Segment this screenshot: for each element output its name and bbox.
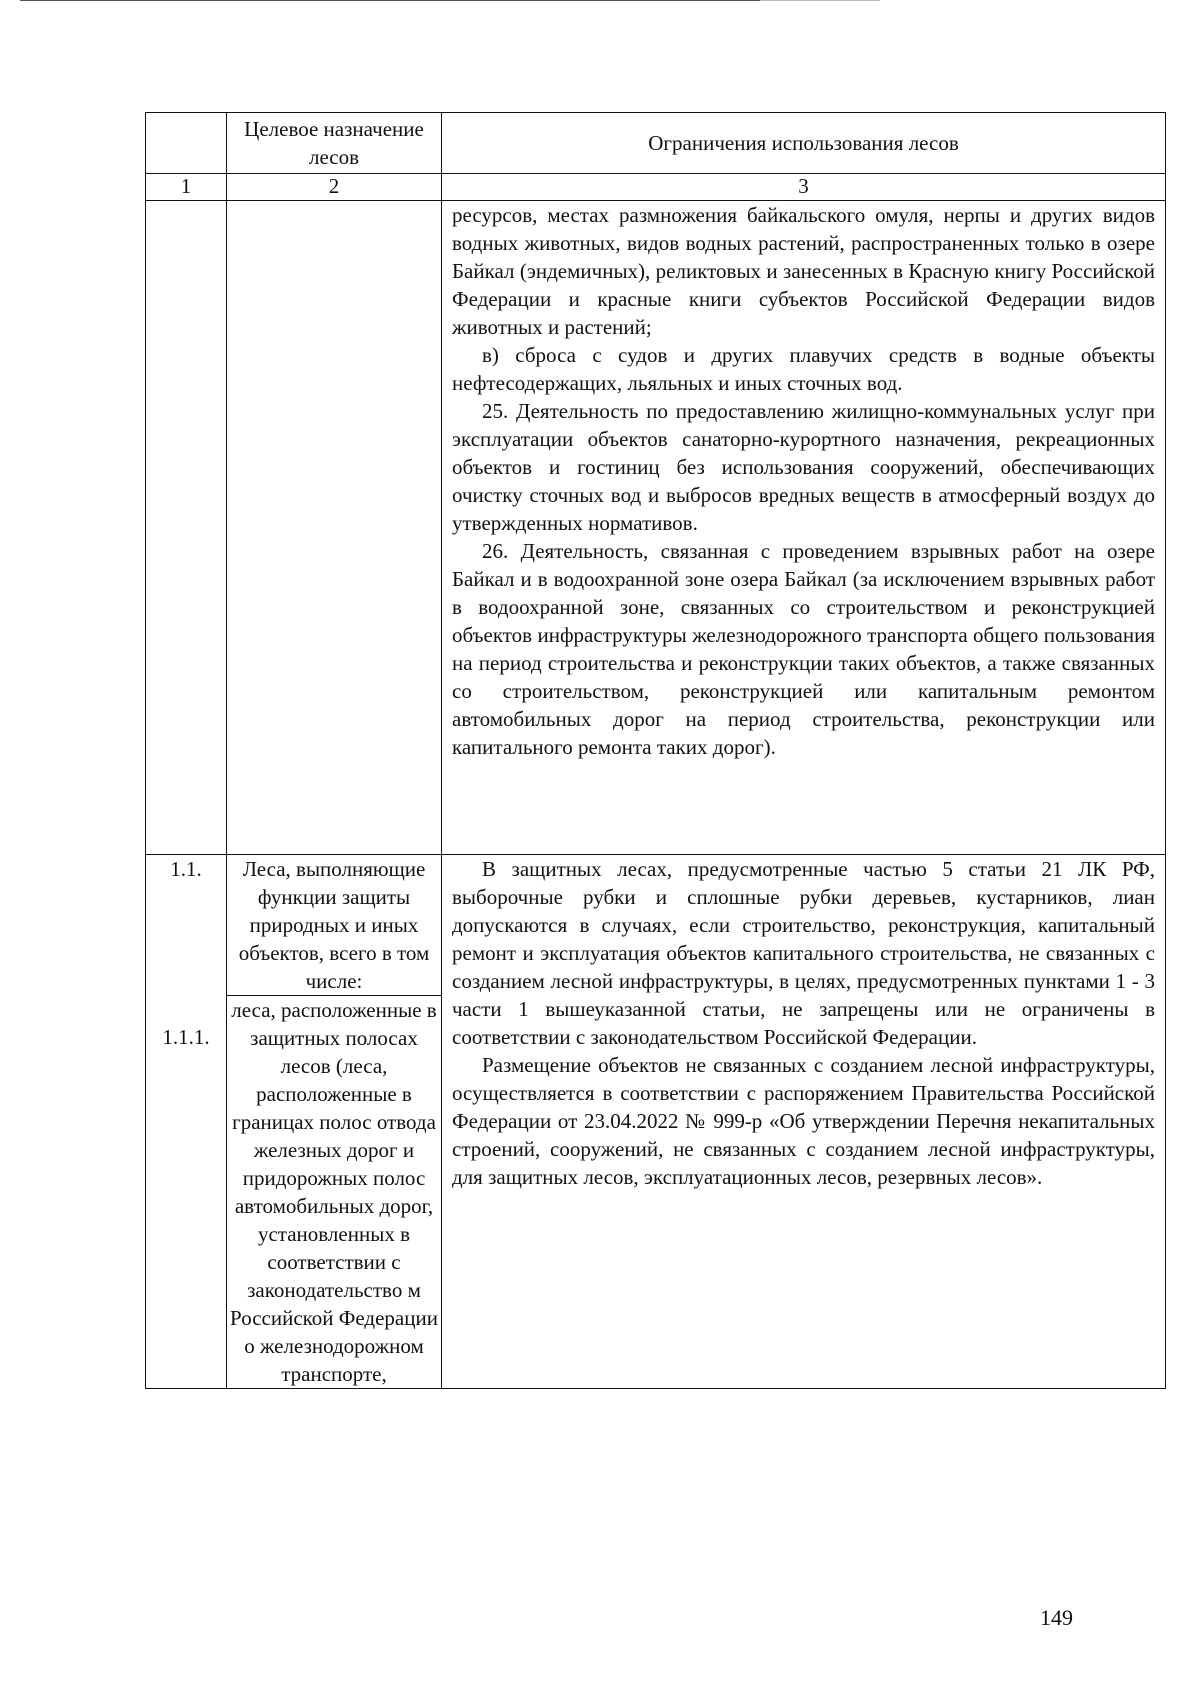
row-purpose-cell [227,855,442,1389]
continuation-restrictions-cell [442,201,1166,855]
restriction-paragraph: ресурсов, местах размножения байкальского омуля, нерпы и других видов водных животных, видов водных растений, распространенных только в озере Байкал (эндемичных), реликтовых и занесенных в Красную книгу Российской Федерации и красные книги субъектов Российской Федерации видов животных и растений; [452,203,1155,339]
restriction-paragraph: Размещение объектов не связанных с созданием лесной инфраструктуры, осуществляется в соответствии с распоряжением Правительства Российской Федерации от 23.04.2022 № 999-р «Об утверждении Перечня некапитальных строений, сооружений, не связанных с созданием лесной инфраструктуры, для защитных лесов, эксплуатационных лесов, резервных лесов». [452,1053,1155,1189]
forest-restrictions-table [145,112,1166,1389]
continuation-code-cell [146,201,227,855]
continuation-purpose-cell [227,201,442,855]
header-cell-purpose: Целевое назначение лесов [227,113,442,174]
purpose-1-1-1: леса, расположенные в защитных полосах лесов (леса, расположенные в границах полос отвода железных дорог и придорожных полос автомобильных дорог, установленных в соответствии с законодательство м Российской Федерации о железнодорожном транспорте, [227,995,441,1388]
column-number-1: 1 [146,174,227,201]
header-cell-restrictions: Ограничения использования лесов [442,113,1166,174]
page-number: 149 [1040,1605,1073,1630]
column-number-3: 3 [442,174,1166,201]
row-code-cell [146,855,227,1389]
header-cell-number [146,113,227,174]
column-number-row [146,174,1166,201]
scan-top-rule [20,0,760,1]
column-number-2: 2 [227,174,442,201]
restriction-paragraph: в) сброса с судов и других плавучих средств в водные объекты нефтесодержащих, льяльных и иных сточных вод. [452,343,1155,395]
scan-top-rule-faint [760,0,880,1]
restriction-paragraph: 25. Деятельность по предоставлению жилищно-коммунальных услуг при эксплуатации объектов санаторно-курортного назначения, рекреационных объектов и гостиниц без использования сооружений, обеспечивающих очистку сточных вод и выбросов вредных веществ в атмосферный воздух до утвержденных нормативов. [452,399,1155,535]
table-header-row [146,113,1166,174]
row-code-1-1: 1.1. [170,857,202,881]
purpose-1-1: Леса, выполняющие функции защиты природных и иных объектов, всего в том числе: [238,857,430,993]
restriction-paragraph: В защитных лесах, предусмотренные частью 5 статьи 21 ЛК РФ, выборочные рубки и сплошные рубки деревьев, кустарников, лиан допускаются в случаях, если строительство, реконструкция, капитальный ремонт и эксплуатация объектов капитального строительства, не связанных с созданием лесной инфраструктуры, в целях, предусмотренных пунктами 1 - 3 части 1 вышеуказанной статьи, не запрещены или не ограничены в соответствии с законодательством Российской Федерации. [452,857,1155,1049]
row-1-1 [146,855,1166,1389]
restriction-paragraph: 26. Деятельность, связанная с проведением взрывных работ на озере Байкал и в водоохранной зоне озера Байкал (за исключением взрывных работ в водоохранной зоне, связанных со строительством и реконструкцией объектов инфраструктуры железнодорожного транспорта общего пользования на период строительства и реконструкции таких объектов, а также связанных со строительством, реконструкцией или капитальным ремонтом автомобильных дорог на период строительства, реконструкции или капитального ремонта таких дорог). [452,539,1155,759]
row-code-1-1-1: 1.1.1. [162,1025,210,1049]
continuation-row [146,201,1166,855]
row-restrictions-cell [442,855,1166,1389]
